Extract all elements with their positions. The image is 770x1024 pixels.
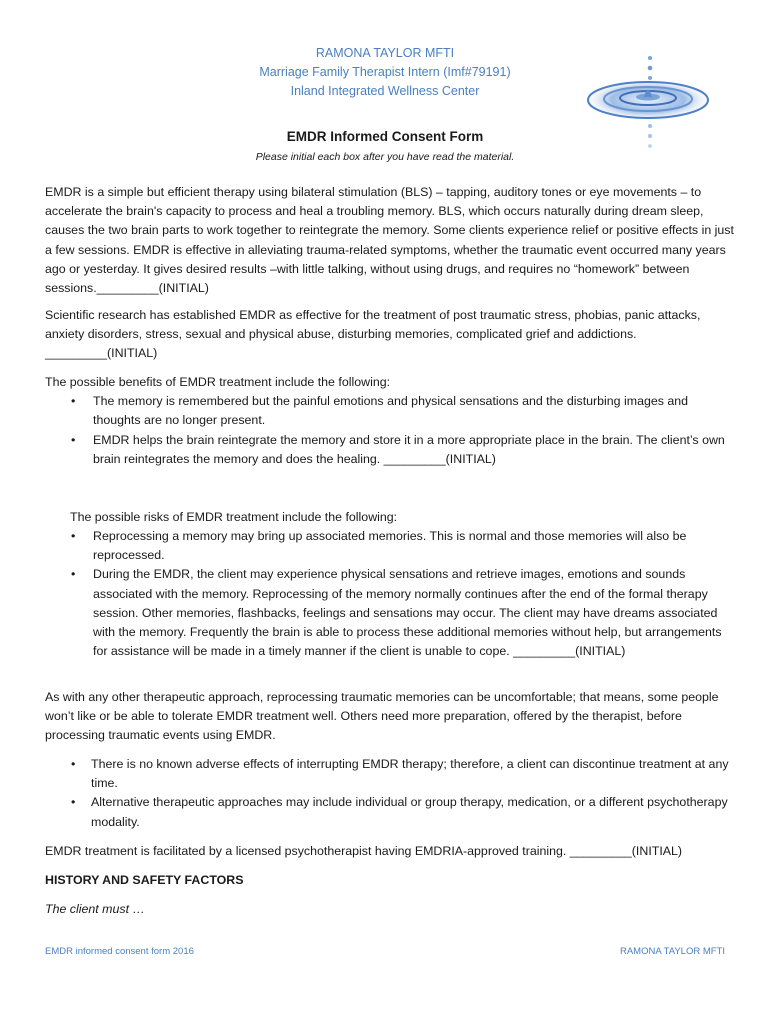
history-heading: HISTORY AND SAFETY FACTORS — [45, 873, 244, 887]
facilitated-text: EMDR treatment is facilitated by a licensed psychotherapist having EMDRIA-approved training. _________(INITIAL) — [45, 844, 683, 858]
list-item: • EMDR helps the brain reintegrate the memory and store it in a more appropriate place in the brain. The client’s own brain reintegrates the memory and does the healing. _________(INITIAL) — [45, 431, 735, 469]
therapist-name: RAMONA TAYLOR MFTI — [315, 46, 455, 60]
list-item: • During the EMDR, the client may experience physical sensations and retrieve images, emotions and sounds associated with the memory. Reprocessing of the memory normally continues after the end of the formal therapy session. Other memories, flashbacks, feelings and sensations may occur. The client may have dreams associated with the memory. Frequently the brain is able to process these additional memories without help, but arrangements for assistance will be made in a timely manner if the client is unable to cope. _________(INITIAL) — [45, 565, 735, 661]
list-item: • The memory is remembered but the painful emotions and physical sensations and the disturbing images and thoughts are no longer present. — [45, 392, 735, 430]
risks-intro: The possible risks of EMDR treatment include the following: — [70, 510, 398, 524]
footer-left: EMDR informed consent form 2016 — [45, 946, 194, 957]
facilitated-paragraph — [45, 842, 735, 861]
additional-section — [45, 755, 735, 832]
risks-intro-block — [70, 508, 735, 527]
benefits-section — [45, 373, 735, 469]
list-item: • Reprocessing a memory may bring up associated memories. This is normal and those memories will also be reprocessed. — [45, 527, 735, 565]
intro-paragraph — [45, 183, 735, 298]
therapist-role: Marriage Family Therapist Intern (Imf#79191) — [259, 65, 511, 79]
benefits-intro: The possible benefits of EMDR treatment include the following: — [45, 375, 391, 389]
research-text: Scientific research has established EMDR as effective for the treatment of post traumatic stress, phobias, panic attacks, anxiety disorders, stress, sexual and physical abuse, disturbing memories, complicated grief and addictions. _________(INITIAL) — [45, 308, 701, 361]
list-item: • Alternative therapeutic approaches may include individual or group therapy, medication, or a different psychotherapy modality. — [45, 793, 735, 831]
intro-text: EMDR is a simple but efficient therapy using bilateral stimulation (BLS) – tapping, auditory tones or eye movements – to accelerate the brain's capacity to process and heal a troubling memory. BLS, which occurs naturally during dream sleep, causes the two brain parts to work together to reintegrate the memory. Some clients experience relief or positive effects in just a few sessions. EMDR is effective in alleviating trauma-related symptoms, whether the traumatic event occurred many years ago or yesterday. It gives desired results –with little talking, without using drugs, and requires no “homework” between sessions._________(INITIAL) — [45, 185, 734, 296]
discomfort-paragraph — [45, 688, 735, 746]
research-paragraph — [45, 306, 735, 364]
footer-right: RAMONA TAYLOR MFTI — [619, 946, 725, 957]
organization-name: Inland Integrated Wellness Center — [290, 84, 480, 98]
form-title: EMDR Informed Consent Form — [286, 129, 484, 144]
form-subtitle: Please initial each box after you have read the material. — [255, 151, 515, 163]
discomfort-text: As with any other therapeutic approach, reprocessing traumatic memories can be uncomfortable; that means, some people won’t like or be able to tolerate EMDR treatment well. Others need more preparation, offered by the therapist, before processing traumatic events using EMDR. — [45, 690, 719, 743]
additional-list — [45, 755, 735, 832]
benefits-list — [45, 392, 735, 469]
client-must-text: The client must … — [45, 902, 145, 916]
risks-list — [45, 527, 735, 661]
list-item: • There is no known adverse effects of interrupting EMDR therapy; therefore, a client can discontinue treatment at any time. — [45, 755, 735, 793]
risks-section — [45, 527, 735, 661]
